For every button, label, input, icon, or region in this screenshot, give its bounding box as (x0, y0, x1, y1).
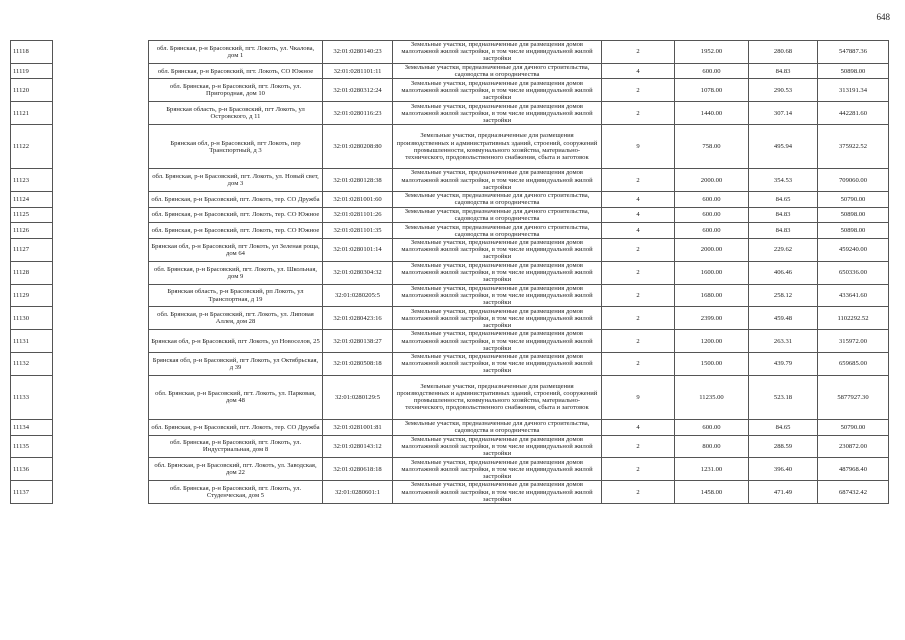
permitted-use-cell: Земельные участки, предназначенные для дачного строительства, садоводства и огородничества (393, 223, 602, 239)
table-row (11, 330, 889, 353)
area-cell: 1600.00 (675, 261, 749, 284)
area-cell: 600.00 (675, 223, 749, 239)
cadastral-number-cell: 32:01:0281101:35 (323, 223, 393, 239)
row-number: 11125 (11, 207, 53, 223)
row-number: 11126 (11, 223, 53, 239)
row-number: 11135 (11, 435, 53, 458)
cadastral-number-cell: 32:01:0281101:26 (323, 207, 393, 223)
permitted-use-cell: Земельные участки, предназначенные для дачного строительства, садоводства и огородничества (393, 419, 602, 435)
area-cell: 1952.00 (675, 41, 749, 64)
address-cell: обл. Брянская, р-н Брасовский, пгт. Локоть, ул. Студенческая, дом 5 (149, 481, 323, 504)
blank-cell (53, 239, 149, 262)
blank-cell (53, 435, 149, 458)
cadastral-number-cell: 32:01:0281101:11 (323, 63, 393, 79)
row-number: 11134 (11, 419, 53, 435)
blank-cell (53, 125, 149, 169)
address-cell: обл. Брянская, р-н Брасовский, пгт. Локоть, ул. Чкалова, дом 1 (149, 41, 323, 64)
row-number: 11120 (11, 79, 53, 102)
specific-value-cell: 459.48 (749, 307, 818, 330)
cadastral-number-cell: 32:01:0280140:23 (323, 41, 393, 64)
use-category-cell: 2 (602, 330, 675, 353)
land-plot-table (10, 40, 889, 504)
area-cell: 1440.00 (675, 102, 749, 125)
use-category-cell: 9 (602, 125, 675, 169)
permitted-use-cell: Земельные участки, предназначенные для размещения домов малоэтажной жилой застройки, в том числе индивидуальной жилой застройки (393, 353, 602, 376)
specific-value-cell: 229.62 (749, 239, 818, 262)
permitted-use-cell: Земельные участки, предназначенные для размещения домов малоэтажной жилой застройки, в том числе индивидуальной жилой застройки (393, 102, 602, 125)
cadastral-number-cell: 32:01:0280128:38 (323, 169, 393, 192)
cadastral-number-cell: 32:01:0280205:5 (323, 284, 393, 307)
specific-value-cell: 84.83 (749, 223, 818, 239)
address-cell: обл. Брянская, р-н Брасовский, пгт. Локоть, тер. СО Южное (149, 207, 323, 223)
table-row (11, 435, 889, 458)
permitted-use-cell: Земельные участки, предназначенные для размещения домов малоэтажной жилой застройки, в том числе индивидуальной жилой застройки (393, 169, 602, 192)
permitted-use-cell: Земельные участки, предназначенные для размещения производственных и административных зданий, строений, сооружений промышленности, коммунального хозяйства, материально-технического, продовольственного снабжения, сбыта и заготовок (393, 375, 602, 419)
cadastral-value-cell: 50790.00 (818, 191, 889, 207)
cadastral-number-cell: 32:01:0280304:32 (323, 261, 393, 284)
specific-value-cell: 354.53 (749, 169, 818, 192)
permitted-use-cell: Земельные участки, предназначенные для размещения домов малоэтажной жилой застройки, в том числе индивидуальной жилой застройки (393, 261, 602, 284)
address-cell: обл. Брянская, р-н Брасовский, пгт. Локоть, ул. Новый свет, дом 3 (149, 169, 323, 192)
cadastral-number-cell: 32:01:0281001:81 (323, 419, 393, 435)
cadastral-value-cell: 50898.00 (818, 63, 889, 79)
address-cell: обл. Брянская, р-н Брасовский, пгт. Локоть, тер. СО Южное (149, 223, 323, 239)
table-row (11, 375, 889, 419)
cadastral-number-cell: 32:01:0280208:80 (323, 125, 393, 169)
use-category-cell: 2 (602, 353, 675, 376)
cadastral-number-cell: 32:01:0280129:5 (323, 375, 393, 419)
row-number: 11124 (11, 191, 53, 207)
use-category-cell: 2 (602, 481, 675, 504)
row-number: 11129 (11, 284, 53, 307)
table-row (11, 169, 889, 192)
use-category-cell: 2 (602, 307, 675, 330)
address-cell: Брянская область, р-н Брасовский, рп Локоть, ул Транспортная, д 19 (149, 284, 323, 307)
permitted-use-cell: Земельные участки, предназначенные для размещения домов малоэтажной жилой застройки, в том числе индивидуальной жилой застройки (393, 330, 602, 353)
blank-cell (53, 223, 149, 239)
cadastral-number-cell: 32:01:0280143:12 (323, 435, 393, 458)
table-row (11, 207, 889, 223)
row-number: 11131 (11, 330, 53, 353)
cadastral-number-cell: 32:01:0280116:23 (323, 102, 393, 125)
permitted-use-cell: Земельные участки, предназначенные для размещения домов малоэтажной жилой застройки, в том числе индивидуальной жилой застройки (393, 307, 602, 330)
specific-value-cell: 495.94 (749, 125, 818, 169)
cadastral-value-cell: 50898.00 (818, 207, 889, 223)
address-cell: Брянская обл, р-н Брасовский, пгт Локоть, ул Зеленая роща, дом 64 (149, 239, 323, 262)
table-row (11, 458, 889, 481)
address-cell: обл. Брянская, р-н Брасовский, пгт. Локоть, ул. Индустриальная, дом 8 (149, 435, 323, 458)
use-category-cell: 2 (602, 169, 675, 192)
address-cell: Брянская область, р-н Брасовский, пгт Локоть, ул Островского, д 11 (149, 102, 323, 125)
cadastral-value-cell: 50790.00 (818, 419, 889, 435)
blank-cell (53, 41, 149, 64)
row-number: 11118 (11, 41, 53, 64)
blank-cell (53, 330, 149, 353)
blank-cell (53, 102, 149, 125)
cadastral-value-cell: 547887.36 (818, 41, 889, 64)
cadastral-value-cell: 375922.52 (818, 125, 889, 169)
row-number: 11122 (11, 125, 53, 169)
blank-cell (53, 261, 149, 284)
row-number: 11133 (11, 375, 53, 419)
blank-cell (53, 79, 149, 102)
blank-cell (53, 284, 149, 307)
use-category-cell: 4 (602, 419, 675, 435)
area-cell: 758.00 (675, 125, 749, 169)
blank-cell (53, 458, 149, 481)
use-category-cell: 2 (602, 435, 675, 458)
use-category-cell: 4 (602, 207, 675, 223)
permitted-use-cell: Земельные участки, предназначенные для размещения домов малоэтажной жилой застройки, в том числе индивидуальной жилой застройки (393, 458, 602, 481)
address-cell: обл. Брянская, р-н Брасовский, пгт. Локоть, тер. СО Дружба (149, 191, 323, 207)
table-body (11, 41, 889, 504)
table-row (11, 63, 889, 79)
address-cell: обл. Брянская, р-н Брасовский, пгт. Локоть, ул. Заводская, дом 22 (149, 458, 323, 481)
area-cell: 1500.00 (675, 353, 749, 376)
specific-value-cell: 439.79 (749, 353, 818, 376)
cadastral-value-cell: 50898.00 (818, 223, 889, 239)
specific-value-cell: 396.40 (749, 458, 818, 481)
address-cell: Брянская обл, р-н Брасовский, пгт Локоть, ул Новоселов, 25 (149, 330, 323, 353)
specific-value-cell: 406.46 (749, 261, 818, 284)
table-row (11, 79, 889, 102)
area-cell: 800.00 (675, 435, 749, 458)
use-category-cell: 2 (602, 284, 675, 307)
table-row (11, 284, 889, 307)
cadastral-value-cell: 650336.00 (818, 261, 889, 284)
row-number: 11127 (11, 239, 53, 262)
specific-value-cell: 290.53 (749, 79, 818, 102)
area-cell: 11235.00 (675, 375, 749, 419)
table-row (11, 307, 889, 330)
page-number: 648 (876, 12, 890, 22)
table-row (11, 481, 889, 504)
permitted-use-cell: Земельные участки, предназначенные для размещения домов малоэтажной жилой застройки, в том числе индивидуальной жилой застройки (393, 41, 602, 64)
address-cell: обл. Брянская, р-н Брасовский, пгт. Локоть, ул. Школьная, дом 9 (149, 261, 323, 284)
row-number: 11137 (11, 481, 53, 504)
area-cell: 600.00 (675, 207, 749, 223)
cadastral-number-cell: 32:01:0280101:14 (323, 239, 393, 262)
area-cell: 2000.00 (675, 169, 749, 192)
cadastral-number-cell: 32:01:0280312:24 (323, 79, 393, 102)
cadastral-value-cell: 313191.34 (818, 79, 889, 102)
specific-value-cell: 523.18 (749, 375, 818, 419)
cadastral-number-cell: 32:01:0281001:60 (323, 191, 393, 207)
use-category-cell: 4 (602, 63, 675, 79)
address-cell: Брянская обл, р-н Брасовский, пгт Локоть, ул Октябрьская, д 39 (149, 353, 323, 376)
use-category-cell: 2 (602, 41, 675, 64)
blank-cell (53, 419, 149, 435)
area-cell: 600.00 (675, 419, 749, 435)
permitted-use-cell: Земельные участки, предназначенные для размещения домов малоэтажной жилой застройки, в том числе индивидуальной жилой застройки (393, 239, 602, 262)
permitted-use-cell: Земельные участки, предназначенные для размещения производственных и административных зданий, строений, сооружений промышленности, коммунального хозяйства, материально-технического, продовольственного снабжения, сбыта и заготовок (393, 125, 602, 169)
row-number: 11119 (11, 63, 53, 79)
permitted-use-cell: Земельные участки, предназначенные для размещения домов малоэтажной жилой застройки, в том числе индивидуальной жилой застройки (393, 79, 602, 102)
row-number: 11130 (11, 307, 53, 330)
row-number: 11123 (11, 169, 53, 192)
use-category-cell: 2 (602, 79, 675, 102)
cadastral-value-cell: 442281.60 (818, 102, 889, 125)
use-category-cell: 2 (602, 458, 675, 481)
table-row (11, 353, 889, 376)
area-cell: 600.00 (675, 191, 749, 207)
address-cell: обл. Брянская, р-н Брасовский, пгт. Локоть, ул. Парковая, дом 48 (149, 375, 323, 419)
cadastral-value-cell: 230872.00 (818, 435, 889, 458)
area-cell: 2399.00 (675, 307, 749, 330)
area-cell: 1200.00 (675, 330, 749, 353)
specific-value-cell: 263.31 (749, 330, 818, 353)
cadastral-value-cell: 687432.42 (818, 481, 889, 504)
address-cell: обл. Брянская, р-н Брасовский, пгт. Локоть, ул. Липовая Аллея, дом 28 (149, 307, 323, 330)
area-cell: 1078.00 (675, 79, 749, 102)
area-cell: 1458.00 (675, 481, 749, 504)
table-row (11, 261, 889, 284)
permitted-use-cell: Земельные участки, предназначенные для дачного строительства, садоводства и огородничества (393, 207, 602, 223)
specific-value-cell: 84.83 (749, 207, 818, 223)
blank-cell (53, 353, 149, 376)
table-row (11, 419, 889, 435)
blank-cell (53, 191, 149, 207)
cadastral-number-cell: 32:01:0280618:18 (323, 458, 393, 481)
blank-cell (53, 307, 149, 330)
address-cell: обл. Брянская, р-н Брасовский, пгт. Локоть, ул. Пригородная, дом 10 (149, 79, 323, 102)
use-category-cell: 2 (602, 261, 675, 284)
blank-cell (53, 375, 149, 419)
address-cell: Брянская обл, р-н Брасовский, пгт Локоть, пер Транспортный, д 3 (149, 125, 323, 169)
cadastral-value-cell: 459240.00 (818, 239, 889, 262)
specific-value-cell: 280.68 (749, 41, 818, 64)
blank-cell (53, 207, 149, 223)
cadastral-value-cell: 487968.40 (818, 458, 889, 481)
row-number: 11121 (11, 102, 53, 125)
area-cell: 1231.00 (675, 458, 749, 481)
use-category-cell: 4 (602, 223, 675, 239)
specific-value-cell: 258.12 (749, 284, 818, 307)
specific-value-cell: 84.65 (749, 191, 818, 207)
table-row (11, 102, 889, 125)
specific-value-cell: 288.59 (749, 435, 818, 458)
blank-cell (53, 481, 149, 504)
use-category-cell: 2 (602, 102, 675, 125)
table-row (11, 239, 889, 262)
cadastral-value-cell: 1102292.52 (818, 307, 889, 330)
row-number: 11136 (11, 458, 53, 481)
cadastral-number-cell: 32:01:0280601:1 (323, 481, 393, 504)
permitted-use-cell: Земельные участки, предназначенные для дачного строительства, садоводства и огородничества (393, 63, 602, 79)
cadastral-number-cell: 32:01:0280138:27 (323, 330, 393, 353)
area-cell: 1680.00 (675, 284, 749, 307)
area-cell: 2000.00 (675, 239, 749, 262)
address-cell: обл. Брянская, р-н Брасовский, пгт. Локоть, СО Южное (149, 63, 323, 79)
permitted-use-cell: Земельные участки, предназначенные для размещения домов малоэтажной жилой застройки, в том числе индивидуальной жилой застройки (393, 284, 602, 307)
table-row (11, 191, 889, 207)
table-row (11, 223, 889, 239)
permitted-use-cell: Земельные участки, предназначенные для размещения домов малоэтажной жилой застройки, в том числе индивидуальной жилой застройки (393, 435, 602, 458)
use-category-cell: 9 (602, 375, 675, 419)
cadastral-value-cell: 315972.00 (818, 330, 889, 353)
cadastral-number-cell: 32:01:0280508:18 (323, 353, 393, 376)
address-cell: обл. Брянская, р-н Брасовский, пгт. Локоть, тер. СО Дружба (149, 419, 323, 435)
cadastral-value-cell: 433641.60 (818, 284, 889, 307)
blank-cell (53, 169, 149, 192)
specific-value-cell: 84.83 (749, 63, 818, 79)
row-number: 11132 (11, 353, 53, 376)
table-row (11, 41, 889, 64)
permitted-use-cell: Земельные участки, предназначенные для размещения домов малоэтажной жилой застройки, в том числе индивидуальной жилой застройки (393, 481, 602, 504)
specific-value-cell: 471.49 (749, 481, 818, 504)
use-category-cell: 4 (602, 191, 675, 207)
cadastral-value-cell: 659685.00 (818, 353, 889, 376)
use-category-cell: 2 (602, 239, 675, 262)
row-number: 11128 (11, 261, 53, 284)
cadastral-value-cell: 5877927.30 (818, 375, 889, 419)
area-cell: 600.00 (675, 63, 749, 79)
table-row (11, 125, 889, 169)
specific-value-cell: 307.14 (749, 102, 818, 125)
cadastral-value-cell: 709060.00 (818, 169, 889, 192)
permitted-use-cell: Земельные участки, предназначенные для дачного строительства, садоводства и огородничества (393, 191, 602, 207)
blank-cell (53, 63, 149, 79)
cadastral-number-cell: 32:01:0280423:16 (323, 307, 393, 330)
specific-value-cell: 84.65 (749, 419, 818, 435)
